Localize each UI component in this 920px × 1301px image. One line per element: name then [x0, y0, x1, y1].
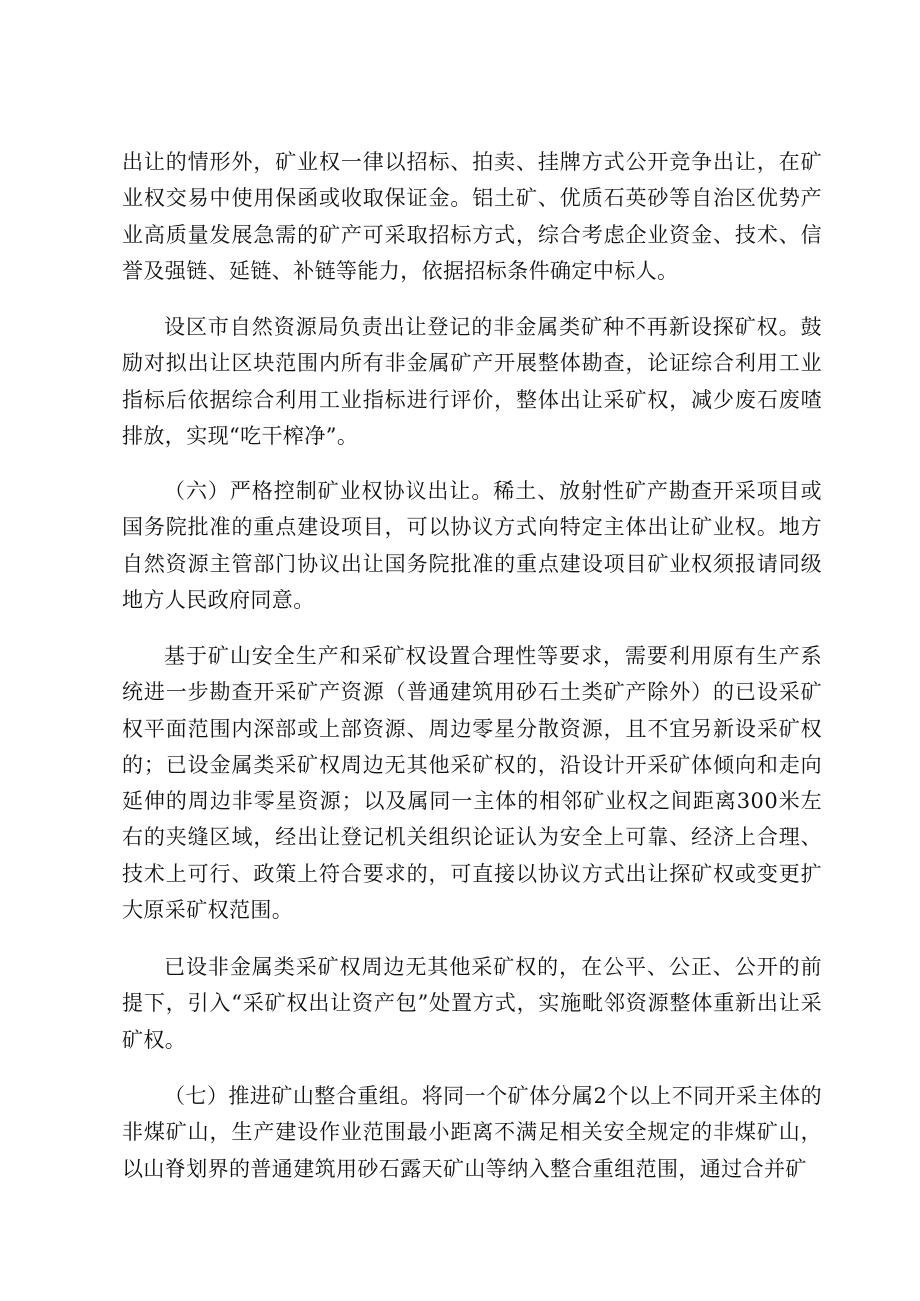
paragraph-section-7: （七）推进矿山整合重组。将同一个矿体分属2个以上不同开采主体的非煤矿山，生产建设作业范围最小距离不满足相关安全规定的非煤矿山，以山脊划界的普通建筑用砂石露天矿山等纳入整合重组范围，通过合并矿 [122, 1084, 822, 1181]
paragraph-agreement-conditions: 基于矿山安全生产和采矿权设置合理性等要求，需要利用原有生产系统进一步勘查开采矿产资源（普通建筑用砂石土类矿产除外）的已设采矿权平面范围内深部或上部资源、周边零星分散资源，且不宜另新设采矿权的；已设金属类采矿权周边无其他采矿权的，沿设计开采矿体倾向和走向延伸的周边非零星资源；以及属同一主体的相邻矿业权之间距离300米左右的夹缝区域，经出让登记机关组织论证认为安全上可靠、经济上合理、技术上可行、政策上符合要求的，可直接以协议方式出让探矿权或变更扩大原采矿权范围。 [122, 644, 822, 923]
paragraph-asset-package: 已设非金属类采矿权周边无其他采矿权的，在公平、公正、公开的前提下，引入“采矿权出让资产包”处置方式，实施毗邻资源整体重新出让采矿权。 [122, 955, 822, 1052]
paragraph-section-6: （六）严格控制矿业权协议出让。稀土、放射性矿产勘查开采项目或国务院批准的重点建设项目，可以协议方式向特定主体出让矿业权。地方自然资源主管部门协议出让国务院批准的重点建设项目矿业权须报请同级地方人民政府同意。 [122, 479, 822, 612]
paragraph-nonmetal-exploration: 设区市自然资源局负责出让登记的非金属类矿种不再新设探矿权。鼓励对拟出让区块范围内所有非金属矿产开展整体勘查，论证综合利用工业指标后依据综合利用工业指标进行评价，整体出让采矿权，减少废石废喳排放，实现“吃干榨净”。 [122, 315, 822, 448]
paragraph-continued: 出让的情形外，矿业权一律以招标、拍卖、挂牌方式公开竞争出让，在矿业权交易中使用保函或收取保证金。铝土矿、优质石英砂等自治区优势产业高质量发展急需的矿产可采取招标方式，综合考虑企业资金、技术、信誉及强链、延链、补链等能力，依据招标条件确定中标人。 [122, 150, 822, 283]
